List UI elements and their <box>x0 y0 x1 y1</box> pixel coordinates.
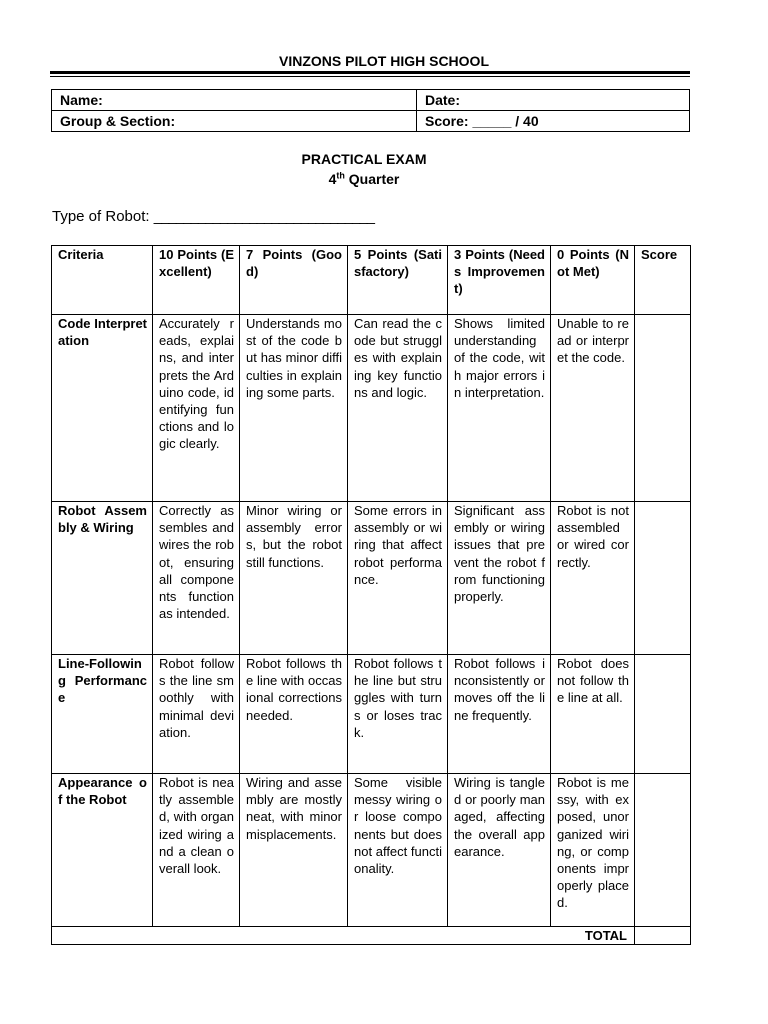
robot-type-label: Type of Robot: <box>52 208 154 225</box>
total-label: TOTAL <box>52 927 635 945</box>
criteria-cell: Robot Assembly & Wiring <box>52 502 153 655</box>
descriptor-cell: Significant assembly or wiring issues that prevent the robot from functioning properly. <box>448 502 551 655</box>
header-3-points: 3 Points (Needs Improvement) <box>448 246 551 315</box>
robot-type-blank[interactable]: ______________________________ <box>153 208 375 225</box>
student-info-table <box>51 89 690 132</box>
quarter-number: 4 <box>328 171 337 187</box>
rubric-row <box>52 655 691 774</box>
date-field[interactable]: Date: <box>417 90 690 111</box>
score-cell[interactable] <box>635 502 691 655</box>
header-rule-thin <box>50 76 690 77</box>
descriptor-cell: Robot follows the line but struggles with turns or loses track. <box>348 655 448 774</box>
school-name: VINZONS PILOT HIGH SCHOOL <box>278 53 489 69</box>
criteria-cell: Appearance of the Robot <box>52 774 153 927</box>
header-rule-thick <box>50 71 690 74</box>
descriptor-cell: Shows limited understanding of the code, with major errors in interpretation. <box>448 315 551 502</box>
header-0-points: 0 Points (Not Met) <box>551 246 635 315</box>
descriptor-cell: Can read the code but struggles with explaining key functions and logic. <box>348 315 448 502</box>
descriptor-cell: Robot follows the line with occasional corrections needed. <box>240 655 348 774</box>
descriptor-cell: Understands most of the code but has minor difficulties in explaining some parts. <box>240 315 348 502</box>
group-section-field[interactable]: Group & Section: <box>52 111 417 132</box>
header-5-points: 5 Points (Satisfactory) <box>348 246 448 315</box>
total-score-cell[interactable] <box>635 927 691 945</box>
header-criteria: Criteria <box>52 246 153 315</box>
descriptor-cell: Wiring and assembly are mostly neat, with minor misplacements. <box>240 774 348 927</box>
descriptor-cell: Correctly assembles and wires the robot, ensuring all components function as intended. <box>153 502 240 655</box>
criteria-cell: Line-Following Performance <box>52 655 153 774</box>
score-field[interactable]: Score: _____ / 40 <box>417 111 690 132</box>
descriptor-cell: Accurately reads, explains, and interprets the Arduino code, identifying functions and logic clearly. <box>153 315 240 502</box>
descriptor-cell: Some errors in assembly or wiring that affect robot performance. <box>348 502 448 655</box>
rubric-table <box>51 245 691 945</box>
descriptor-cell: Minor wiring or assembly errors, but the robot still functions. <box>240 502 348 655</box>
descriptor-cell: Robot follows the line smoothly with minimal deviation. <box>153 655 240 774</box>
descriptor-cell: Robot is neatly assembled, with organized wiring and a clean overall look. <box>153 774 240 927</box>
info-row <box>52 90 690 111</box>
rubric-row <box>52 502 691 655</box>
name-field[interactable]: Name: <box>52 90 417 111</box>
quarter-word: Quarter <box>344 171 400 187</box>
rubric-row <box>52 774 691 927</box>
descriptor-cell: Some visible messy wiring or loose components but does not affect functionality. <box>348 774 448 927</box>
descriptor-cell: Unable to read or interpret the code. <box>551 315 635 502</box>
info-row <box>52 111 690 132</box>
rubric-header-row <box>52 246 691 315</box>
quarter-suffix: th <box>336 170 345 181</box>
score-cell[interactable] <box>635 315 691 502</box>
header-7-points: 7 Points (Good) <box>240 246 348 315</box>
descriptor-cell: Robot is not assembled or wired correctly. <box>551 502 635 655</box>
score-cell[interactable] <box>635 774 691 927</box>
descriptor-cell: Wiring is tangled or poorly managed, affecting the overall appearance. <box>448 774 551 927</box>
descriptor-cell: Robot follows inconsistently or moves off the line frequently. <box>448 655 551 774</box>
exam-title: PRACTICAL EXAM <box>301 151 427 167</box>
score-cell[interactable] <box>635 655 691 774</box>
quarter-label <box>0 171 728 187</box>
rubric-row <box>52 315 691 502</box>
descriptor-cell: Robot does not follow the line at all. <box>551 655 635 774</box>
descriptor-cell: Robot is messy, with exposed, unorganized wiring, or components improperly placed. <box>551 774 635 927</box>
robot-type-line <box>52 208 374 225</box>
header-score: Score <box>635 246 691 315</box>
header-10-points: 10 Points (Excellent) <box>153 246 240 315</box>
criteria-cell: Code Interpretation <box>52 315 153 502</box>
total-row <box>52 927 691 945</box>
